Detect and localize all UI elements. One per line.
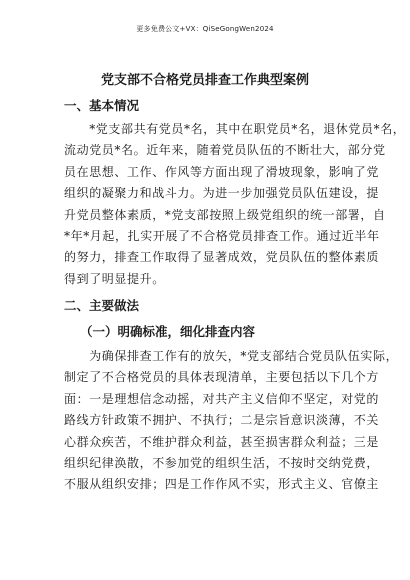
paragraph-line: 组织纪律涣散，不参加党的组织生活，不按时交纳党费， <box>64 455 380 470</box>
paragraph-line: 组织的凝聚力和战斗力。为进一步加强党员队伍建设，提 <box>64 186 380 201</box>
paragraph-line: 路线方针政策不拥护、不执行；二是宗旨意识淡薄，不关 <box>64 413 380 428</box>
section1-paragraph <box>64 119 406 290</box>
section-heading-main-practices: 二、主要做法 <box>64 298 140 313</box>
paragraph-line: *党支部共有党员*名，其中在职党员*名，退休党员*名， <box>64 122 406 136</box>
paragraph-line: 不服从组织安排；四是工作作风不实，形式主义、官僚主 <box>64 477 380 492</box>
section-heading-basic-situation: 一、基本情况 <box>64 98 140 113</box>
paragraph-line: 得到了明显提升。 <box>64 271 165 286</box>
paragraph-line: 心群众疾苦，不维护群众利益，甚至损害群众利益；三是 <box>64 434 380 449</box>
paragraph-line: 面：一是理想信念动摇，对共产主义信仰不坚定，对党的 <box>64 391 380 406</box>
paragraph-line: 升党员整体素质，*党支部按照上级党组织的统一部署，自 <box>64 207 386 222</box>
document-title: 党支部不合格党员排查工作典型案例 <box>100 73 309 88</box>
header-note: 更多免费公文+VX：QiSeGongWen2024 <box>136 25 274 33</box>
subsection-heading-standards: （一）明确标准，细化排查内容 <box>80 324 256 339</box>
paragraph-line: 员在思想、工作、作风等方面出现了滑坡现象，影响了党 <box>64 164 380 179</box>
paragraph-line: 流动党员*名。近年来，随着党员队伍的不断壮大，部分党 <box>64 143 386 158</box>
paragraph-line: 制定了不合格党员的具体表现清单，主要包括以下几个方 <box>64 370 380 385</box>
paragraph-line: 的努力，排查工作取得了显著成效，党员队伍的整体素质 <box>64 250 380 265</box>
paragraph-line: 为确保排查工作有的放矢，*党支部结合党员队伍实际， <box>64 349 399 363</box>
paragraph-line: *年*月起，扎实开展了不合格党员排查工作。通过近半年 <box>64 228 380 243</box>
section2-paragraph <box>64 346 399 496</box>
